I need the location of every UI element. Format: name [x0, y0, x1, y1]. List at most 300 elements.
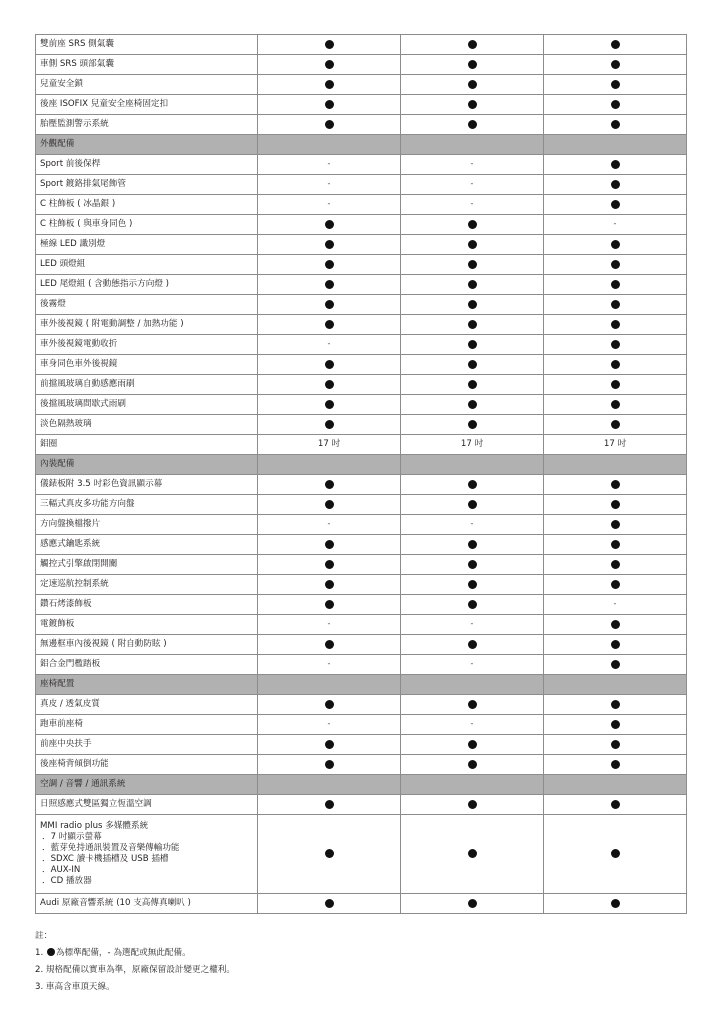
table-row	[36, 395, 687, 415]
not-available-cell	[258, 195, 401, 215]
feature-name-cell: C 柱飾板 ( 與車身同色 )	[36, 215, 258, 235]
table-row	[36, 155, 687, 175]
standard-cell	[401, 535, 544, 555]
standard-dot-icon	[611, 760, 620, 769]
standard-cell	[401, 635, 544, 655]
standard-cell	[544, 55, 687, 75]
not-available-cell	[258, 715, 401, 735]
standard-cell	[258, 95, 401, 115]
standard-dot-icon	[611, 700, 620, 709]
table-row	[36, 795, 687, 815]
table-row	[36, 555, 687, 575]
table-row	[36, 475, 687, 495]
section-header-cell	[544, 675, 687, 695]
feature-name-cell: LED 尾燈組 ( 含動態指示方向燈 )	[36, 275, 258, 295]
spec-table-body	[36, 35, 687, 914]
standard-cell	[258, 495, 401, 515]
note-1	[35, 945, 235, 962]
standard-cell	[544, 815, 687, 894]
standard-dot-icon	[611, 660, 620, 669]
not-available-cell	[258, 655, 401, 675]
standard-dot-icon	[325, 600, 334, 609]
standard-dot-icon	[325, 100, 334, 109]
standard-cell	[258, 595, 401, 615]
not-available-cell	[258, 615, 401, 635]
standard-dot-icon	[611, 620, 620, 629]
section-header-cell	[544, 775, 687, 795]
standard-cell	[544, 395, 687, 415]
standard-cell	[258, 115, 401, 135]
table-row	[36, 355, 687, 375]
table-row	[36, 815, 687, 894]
table-row	[36, 435, 687, 455]
standard-cell	[544, 695, 687, 715]
section-header-cell	[258, 775, 401, 795]
feature-name-cell: Sport 前後保桿	[36, 155, 258, 175]
standard-dot-icon	[611, 480, 620, 489]
standard-cell	[258, 255, 401, 275]
standard-dot-icon	[468, 800, 477, 809]
feature-name-cell: 兒童安全鎖	[36, 75, 258, 95]
standard-dot-icon	[325, 380, 334, 389]
feature-name-cell: 車側 SRS 頭部氣囊	[36, 55, 258, 75]
dash-mark: -	[470, 519, 474, 529]
feature-name-cell: 鋁圈	[36, 435, 258, 455]
section-header-row	[36, 455, 687, 475]
standard-cell	[258, 735, 401, 755]
standard-cell	[401, 735, 544, 755]
feature-name-cell: 車外後視鏡電動收折	[36, 335, 258, 355]
feature-sub-item: ．CD 播放器	[42, 876, 92, 886]
not-available-cell	[401, 655, 544, 675]
section-header-label: 空調 / 音響 / 通訊系統	[36, 775, 258, 795]
standard-cell	[401, 475, 544, 495]
feature-name-cell: 後座 ISOFIX 兒童安全座椅固定扣	[36, 95, 258, 115]
standard-cell	[544, 655, 687, 675]
table-row	[36, 635, 687, 655]
standard-dot-icon	[468, 340, 477, 349]
table-row	[36, 575, 687, 595]
dash-mark: -	[470, 659, 474, 669]
standard-dot-icon	[468, 640, 477, 649]
standard-dot-icon	[611, 320, 620, 329]
standard-cell	[258, 215, 401, 235]
notes-heading: 註：	[35, 931, 53, 941]
not-available-cell	[401, 715, 544, 735]
not-available-cell	[258, 335, 401, 355]
standard-dot-icon	[611, 360, 620, 369]
standard-dot-icon	[611, 100, 620, 109]
standard-dot-icon	[325, 740, 334, 749]
standard-dot-icon	[611, 160, 620, 169]
feature-name-cell: 雙前座 SRS 側氣囊	[36, 35, 258, 55]
standard-cell	[258, 695, 401, 715]
standard-dot-icon	[611, 740, 620, 749]
value-cell: 17 吋	[401, 435, 544, 455]
standard-cell	[401, 595, 544, 615]
feature-name-cell: 觸控式引擎啟閉開關	[36, 555, 258, 575]
feature-name-cell: 前座中央扶手	[36, 735, 258, 755]
feature-sub-item: ．AUX-IN	[42, 865, 81, 875]
feature-name-cell: 跑車前座椅	[36, 715, 258, 735]
standard-dot-icon	[611, 60, 620, 69]
standard-cell	[401, 555, 544, 575]
standard-cell	[401, 55, 544, 75]
standard-cell	[544, 535, 687, 555]
dash-mark: -	[613, 219, 617, 229]
standard-cell	[544, 115, 687, 135]
table-row	[36, 195, 687, 215]
feature-name-cell: 方向盤換檔撥片	[36, 515, 258, 535]
standard-cell	[401, 894, 544, 914]
standard-cell	[258, 535, 401, 555]
standard-cell	[258, 295, 401, 315]
standard-dot-icon	[325, 240, 334, 249]
section-header-cell	[258, 455, 401, 475]
note-1-text: 為標準配備，- 為選配或無此配備。	[55, 948, 191, 958]
standard-dot-icon	[611, 300, 620, 309]
standard-dot-icon	[611, 580, 620, 589]
standard-dot-icon	[325, 560, 334, 569]
standard-dot-icon	[325, 640, 334, 649]
dash-mark: -	[470, 619, 474, 629]
standard-dot-icon	[468, 280, 477, 289]
table-row	[36, 215, 687, 235]
section-header-row	[36, 775, 687, 795]
standard-dot-icon	[468, 320, 477, 329]
section-header-row	[36, 675, 687, 695]
standard-cell	[401, 95, 544, 115]
standard-dot-icon	[611, 80, 620, 89]
standard-dot-icon	[611, 500, 620, 509]
standard-dot-icon	[325, 800, 334, 809]
feature-name-cell: 三輻式真皮多功能方向盤	[36, 495, 258, 515]
standard-cell	[544, 335, 687, 355]
standard-dot-icon	[468, 240, 477, 249]
standard-dot-icon	[611, 420, 620, 429]
standard-dot-icon	[325, 40, 334, 49]
feature-name-cell: 日照感應式雙區獨立恆溫空調	[36, 795, 258, 815]
standard-cell	[401, 115, 544, 135]
standard-cell	[258, 355, 401, 375]
standard-cell	[401, 295, 544, 315]
standard-dot-icon	[47, 948, 55, 956]
standard-cell	[401, 355, 544, 375]
standard-dot-icon	[611, 380, 620, 389]
table-row	[36, 655, 687, 675]
dash-mark: -	[470, 199, 474, 209]
section-header-cell	[401, 675, 544, 695]
dash-mark: -	[327, 179, 331, 189]
table-row	[36, 75, 687, 95]
feature-name-cell: 無邊框車內後視鏡 ( 附自動防眩 )	[36, 635, 258, 655]
table-row	[36, 295, 687, 315]
table-row	[36, 595, 687, 615]
standard-dot-icon	[325, 540, 334, 549]
table-row	[36, 894, 687, 914]
standard-dot-icon	[611, 280, 620, 289]
standard-cell	[544, 375, 687, 395]
standard-dot-icon	[468, 760, 477, 769]
standard-dot-icon	[325, 899, 334, 908]
standard-dot-icon	[468, 540, 477, 549]
standard-dot-icon	[611, 540, 620, 549]
standard-dot-icon	[468, 849, 477, 858]
section-header-cell	[258, 135, 401, 155]
standard-cell	[401, 495, 544, 515]
table-row	[36, 755, 687, 775]
standard-cell	[544, 735, 687, 755]
feature-name-cell: 感應式鑰匙系統	[36, 535, 258, 555]
standard-dot-icon	[468, 80, 477, 89]
standard-cell	[544, 715, 687, 735]
standard-cell	[401, 235, 544, 255]
standard-cell	[544, 755, 687, 775]
standard-cell	[258, 375, 401, 395]
table-row	[36, 415, 687, 435]
standard-dot-icon	[611, 40, 620, 49]
standard-dot-icon	[325, 500, 334, 509]
dash-mark: -	[327, 519, 331, 529]
section-header-label: 外觀配備	[36, 135, 258, 155]
standard-cell	[401, 415, 544, 435]
standard-dot-icon	[611, 200, 620, 209]
standard-cell	[401, 375, 544, 395]
standard-cell	[258, 475, 401, 495]
section-header-label: 內裝配備	[36, 455, 258, 475]
standard-cell	[544, 575, 687, 595]
table-row	[36, 715, 687, 735]
table-row	[36, 275, 687, 295]
standard-dot-icon	[611, 260, 620, 269]
feature-name-cell: 車外後視鏡 ( 附電動調整 / 加熱功能 )	[36, 315, 258, 335]
feature-sub-item: ．7 吋顯示螢幕	[42, 832, 102, 842]
standard-dot-icon	[611, 400, 620, 409]
feature-name-cell: 鋁合金門檻踏板	[36, 655, 258, 675]
standard-dot-icon	[611, 560, 620, 569]
section-header-cell	[401, 775, 544, 795]
value-cell: 17 吋	[258, 435, 401, 455]
dash-mark: -	[470, 159, 474, 169]
table-row	[36, 615, 687, 635]
standard-dot-icon	[325, 400, 334, 409]
standard-dot-icon	[468, 40, 477, 49]
value-cell: 17 吋	[544, 435, 687, 455]
standard-dot-icon	[325, 120, 334, 129]
standard-dot-icon	[611, 340, 620, 349]
section-header-row	[36, 135, 687, 155]
notes	[35, 928, 235, 996]
note-1-prefix: 1.	[35, 948, 46, 958]
feature-name-cell: C 柱飾板 ( 冰晶銀 )	[36, 195, 258, 215]
feature-name-cell: 前擋風玻璃自動感應雨刷	[36, 375, 258, 395]
dash-mark: -	[327, 199, 331, 209]
not-available-cell	[401, 615, 544, 635]
standard-dot-icon	[325, 260, 334, 269]
standard-cell	[258, 75, 401, 95]
standard-dot-icon	[325, 320, 334, 329]
standard-cell	[544, 295, 687, 315]
not-available-cell	[258, 515, 401, 535]
not-available-cell	[401, 515, 544, 535]
standard-cell	[258, 395, 401, 415]
section-header-cell	[401, 135, 544, 155]
standard-dot-icon	[611, 240, 620, 249]
table-row	[36, 495, 687, 515]
standard-dot-icon	[468, 400, 477, 409]
standard-cell	[544, 255, 687, 275]
standard-dot-icon	[468, 740, 477, 749]
standard-dot-icon	[325, 80, 334, 89]
standard-dot-icon	[468, 300, 477, 309]
standard-dot-icon	[468, 220, 477, 229]
table-row	[36, 255, 687, 275]
standard-cell	[258, 575, 401, 595]
table-row	[36, 115, 687, 135]
standard-cell	[258, 795, 401, 815]
standard-cell	[544, 275, 687, 295]
standard-cell	[401, 395, 544, 415]
not-available-cell	[258, 175, 401, 195]
dash-mark: -	[327, 339, 331, 349]
dash-mark: -	[327, 619, 331, 629]
standard-cell	[544, 555, 687, 575]
standard-dot-icon	[325, 760, 334, 769]
dash-mark: -	[327, 159, 331, 169]
standard-dot-icon	[611, 899, 620, 908]
standard-cell	[544, 155, 687, 175]
feature-name-cell: 後座椅背傾倒功能	[36, 755, 258, 775]
not-available-cell	[258, 155, 401, 175]
feature-name-cell: 胎壓監測警示系統	[36, 115, 258, 135]
standard-cell	[401, 575, 544, 595]
standard-cell	[258, 235, 401, 255]
standard-dot-icon	[468, 480, 477, 489]
table-row	[36, 535, 687, 555]
standard-cell	[544, 315, 687, 335]
table-row	[36, 55, 687, 75]
standard-dot-icon	[325, 280, 334, 289]
standard-dot-icon	[325, 420, 334, 429]
standard-cell	[544, 195, 687, 215]
standard-dot-icon	[325, 360, 334, 369]
standard-cell	[544, 75, 687, 95]
standard-dot-icon	[325, 480, 334, 489]
table-row	[36, 695, 687, 715]
standard-dot-icon	[611, 520, 620, 529]
standard-dot-icon	[468, 580, 477, 589]
feature-name-cell: 電鍍飾板	[36, 615, 258, 635]
standard-cell	[544, 415, 687, 435]
feature-sub-item: ．SDXC 讀卡機插槽及 USB 插槽	[42, 854, 169, 864]
standard-dot-icon	[611, 180, 620, 189]
table-row	[36, 95, 687, 115]
feature-name-cell: 後擋風玻璃間歇式雨刷	[36, 395, 258, 415]
feature-name-cell: 淡色隔熱玻璃	[36, 415, 258, 435]
standard-cell	[544, 35, 687, 55]
standard-cell	[544, 894, 687, 914]
feature-name: MMI radio plus 多媒體系統	[40, 821, 149, 831]
section-header-cell	[401, 455, 544, 475]
dash-mark: -	[470, 179, 474, 189]
standard-dot-icon	[468, 380, 477, 389]
standard-dot-icon	[325, 700, 334, 709]
standard-dot-icon	[468, 60, 477, 69]
feature-sub-item: ．藍芽免持通訊裝置及音樂傳輸功能	[42, 843, 180, 853]
standard-dot-icon	[611, 120, 620, 129]
standard-cell	[544, 235, 687, 255]
note-2: 2. 規格配備以實車為準，原廠保留設計變更之權利。	[35, 965, 235, 975]
note-3: 3. 車高含車頂天線。	[35, 982, 115, 992]
feature-name-cell: 車身同色車外後視鏡	[36, 355, 258, 375]
section-header-label: 座椅配置	[36, 675, 258, 695]
standard-cell	[544, 95, 687, 115]
standard-dot-icon	[468, 500, 477, 509]
table-row	[36, 35, 687, 55]
spec-table	[35, 34, 687, 914]
table-row	[36, 315, 687, 335]
standard-cell	[401, 275, 544, 295]
feature-name-cell	[36, 815, 258, 894]
table-row	[36, 515, 687, 535]
feature-name-cell: Sport 鍍鉻排氣尾飾管	[36, 175, 258, 195]
standard-cell	[401, 755, 544, 775]
standard-dot-icon	[611, 800, 620, 809]
standard-cell	[401, 695, 544, 715]
section-header-cell	[544, 455, 687, 475]
standard-cell	[258, 315, 401, 335]
standard-dot-icon	[468, 120, 477, 129]
section-header-cell	[258, 675, 401, 695]
standard-dot-icon	[325, 849, 334, 858]
standard-cell	[544, 495, 687, 515]
standard-cell	[401, 795, 544, 815]
standard-cell	[401, 75, 544, 95]
standard-cell	[401, 215, 544, 235]
table-row	[36, 375, 687, 395]
standard-cell	[258, 275, 401, 295]
table-row	[36, 235, 687, 255]
table-row	[36, 335, 687, 355]
standard-dot-icon	[468, 600, 477, 609]
not-available-cell	[401, 195, 544, 215]
standard-dot-icon	[468, 899, 477, 908]
standard-cell	[401, 315, 544, 335]
standard-dot-icon	[611, 720, 620, 729]
standard-dot-icon	[325, 300, 334, 309]
standard-cell	[258, 894, 401, 914]
standard-cell	[401, 255, 544, 275]
feature-name-cell: 真皮 / 透氣皮質	[36, 695, 258, 715]
standard-cell	[401, 335, 544, 355]
standard-cell	[258, 635, 401, 655]
standard-dot-icon	[611, 849, 620, 858]
feature-name-cell: LED 頭燈組	[36, 255, 258, 275]
feature-name-cell: Audi 原廠音響系統 (10 支高傳真喇叭 )	[36, 894, 258, 914]
standard-dot-icon	[468, 360, 477, 369]
dash-mark: -	[327, 719, 331, 729]
not-available-cell	[544, 215, 687, 235]
standard-cell	[401, 35, 544, 55]
standard-cell	[258, 55, 401, 75]
feature-name-cell: 後霧燈	[36, 295, 258, 315]
standard-dot-icon	[468, 420, 477, 429]
feature-name-cell: 極線 LED 識別燈	[36, 235, 258, 255]
standard-cell	[401, 815, 544, 894]
not-available-cell	[544, 595, 687, 615]
standard-cell	[544, 475, 687, 495]
standard-dot-icon	[325, 60, 334, 69]
